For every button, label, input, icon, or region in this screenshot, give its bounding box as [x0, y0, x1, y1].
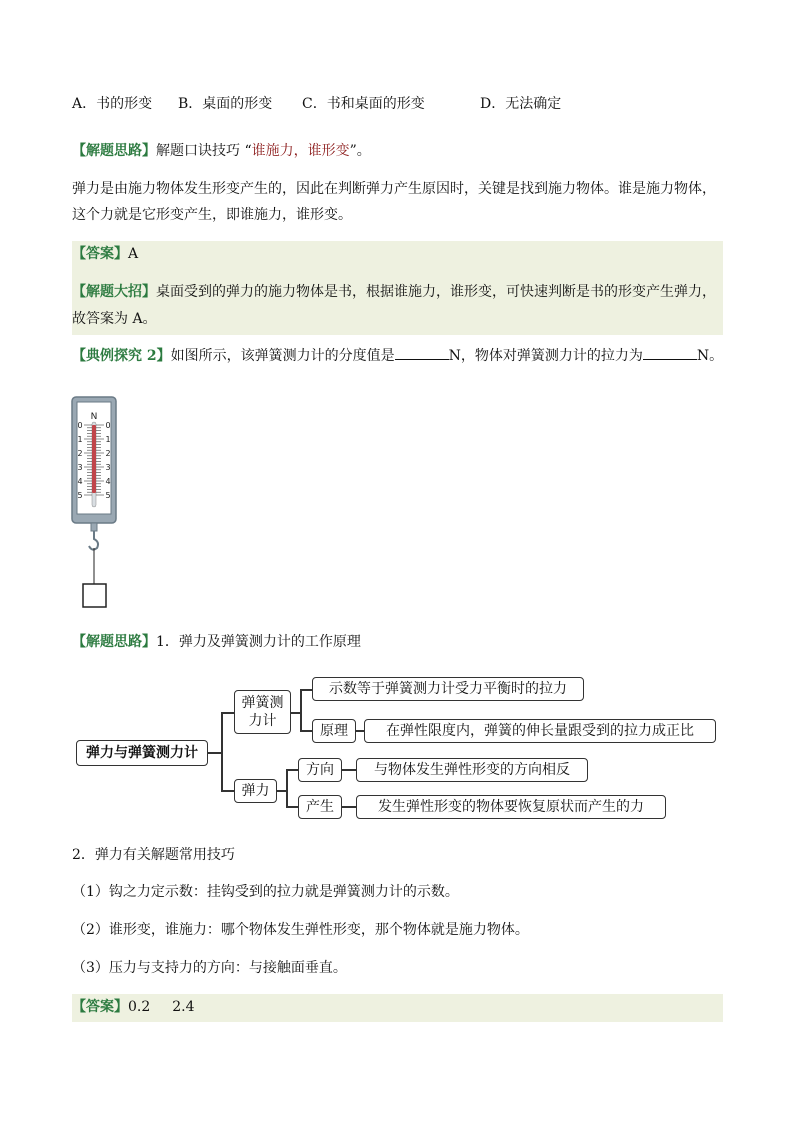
example-tag: 【典例探究 2】: [72, 348, 171, 364]
explanation-line-2: 这个力就是它形变产生，即谁施力，谁形变。: [72, 207, 352, 223]
scale-label: 3: [105, 463, 111, 472]
scale-indicator: [92, 425, 96, 493]
answer-options: [72, 94, 732, 114]
mindmap-leaf-direction: 与物体发生弹性形变的方向相反: [356, 758, 588, 782]
solution-highlight: 谁施力，谁形变: [251, 143, 350, 159]
scale-label: 5: [77, 491, 83, 500]
hook-icon: [89, 531, 98, 550]
scale-stem: [91, 523, 97, 531]
scale-label: 2: [77, 449, 83, 458]
answer2-tag: 【答案】: [72, 999, 128, 1015]
mindmap-leaf-reading: 示数等于弹簧测力计受力平衡时的拉力: [312, 677, 584, 701]
option-b: B．桌面的形变: [178, 96, 273, 112]
answer-1: [72, 244, 138, 264]
mindmap-root: 弹力与弹簧测力计: [76, 740, 208, 766]
answer-2: [72, 997, 195, 1017]
scale-label: 5: [105, 491, 111, 500]
example-2: [72, 345, 723, 366]
answer-value: A: [128, 246, 139, 262]
example-unit-2: N。: [696, 348, 724, 364]
solution-idea-2: [72, 632, 361, 652]
option-a: A．书的形变: [72, 96, 153, 112]
scale-label: 1: [105, 435, 111, 444]
solution-tag: 【解题思路】: [72, 143, 156, 159]
tip-item-2: （2）谁形变，谁施力：哪个物体发生弹性形变，那个物体就是施力物体。: [72, 922, 529, 938]
solution-text-post: ”。: [349, 143, 371, 159]
mindmap-leaf-origin: 发生弹性形变的物体要恢复原状而产生的力: [356, 795, 666, 819]
tip-item-3: （3）压力与支持力的方向：与接触面垂直。: [72, 960, 347, 976]
branch-scale-line-2: 力计: [248, 713, 277, 729]
option-d: D．无法确定: [480, 96, 562, 112]
example-unit-1: N，物体对弹簧测力计的拉力为: [448, 348, 643, 364]
answer-tag: 【答案】: [72, 246, 128, 262]
tip-item-1: （1）钩之力定示数：挂钩受到的拉力就是弹簧测力计的示数。: [72, 884, 459, 900]
mindmap-node-principle: 原理: [312, 719, 356, 743]
answer2-value-2: 2.4: [172, 999, 195, 1015]
mindmap-leaf-principle: 在弹性限度内，弹簧的伸长量跟受到的拉力成正比: [364, 719, 716, 743]
trick-line-2: 故答案为 A。: [72, 311, 157, 327]
mindmap-branch-force: 弹力: [234, 779, 277, 803]
solution2-tag: 【解题思路】: [72, 634, 156, 650]
solution-idea-1: [72, 141, 371, 161]
unit-label: N: [90, 412, 98, 422]
scale-label: 3: [77, 463, 83, 472]
trick-tag: 【解题大招】: [72, 284, 156, 300]
option-c: C．书和桌面的形变: [302, 96, 425, 112]
answer-blank-1[interactable]: [395, 345, 449, 360]
trick-line-1: [72, 282, 716, 302]
scale-label: 4: [105, 477, 111, 486]
scale-label: 4: [77, 477, 83, 486]
explanation-line-1: 弹力是由施力物体发生形变产生的，因此在判断弹力产生原因时，关键是找到施力物体。谁是施力物体，: [72, 181, 716, 197]
answer2-value-1: 0.2: [128, 999, 151, 1015]
solution-text-pre: 解题口诀技巧 “: [156, 143, 252, 159]
scale-label: 0: [77, 421, 83, 430]
trick-text-1: 桌面受到的弹力的施力物体是书，根据谁施力，谁形变，可快速判断是书的形变产生弹力，: [156, 284, 716, 300]
hanging-weight: [83, 584, 106, 607]
scale-label: 2: [105, 449, 111, 458]
tips-title: 2．弹力有关解题常用技巧: [72, 847, 235, 863]
spring-scale-figure: [70, 392, 130, 614]
answer-blank-2[interactable]: [643, 345, 697, 360]
solution2-text: 1．弹力及弹簧测力计的工作原理: [156, 634, 361, 650]
scale-label: 1: [77, 435, 83, 444]
scale-label: 0: [105, 421, 111, 430]
branch-scale-line-1: 弹簧测: [241, 695, 284, 711]
mindmap-branch-scale: [234, 690, 291, 734]
mindmap-node-direction: 方向: [298, 758, 342, 782]
example-text-1: 如图所示，该弹簧测力计的分度值是: [170, 348, 395, 364]
mindmap-node-origin: 产生: [298, 795, 342, 819]
